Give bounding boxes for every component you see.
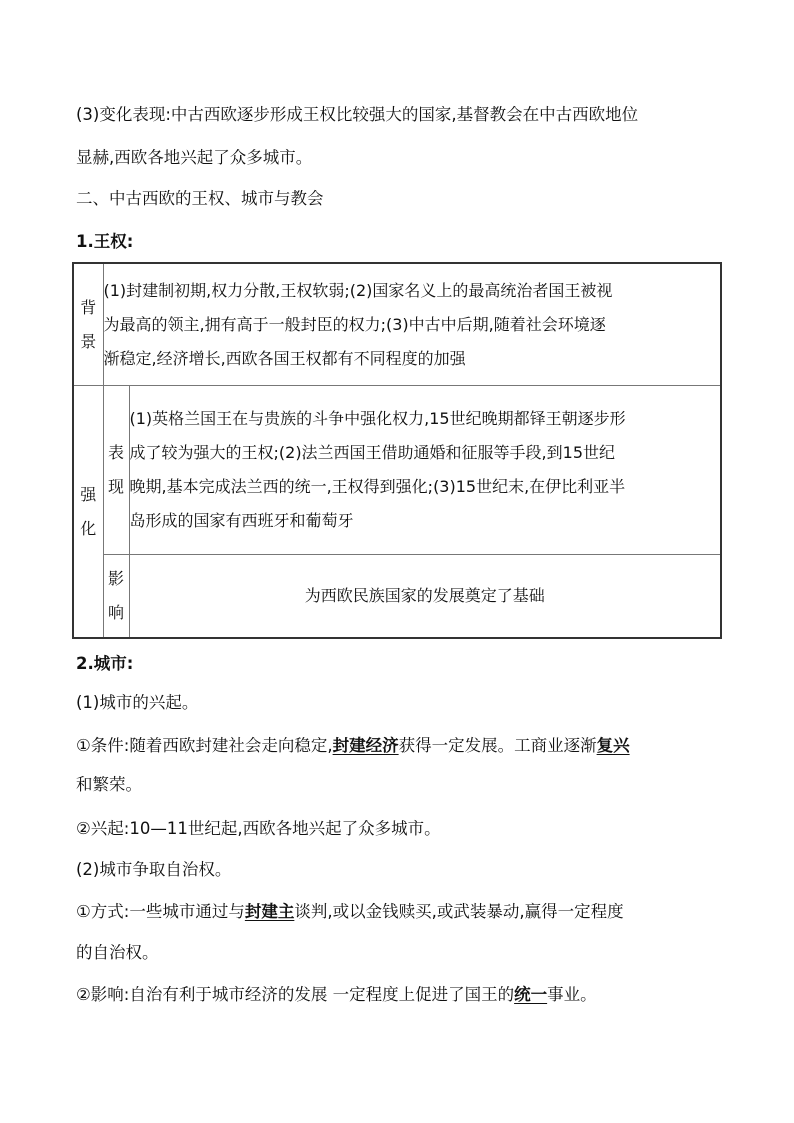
background-line-2: 为最高的领主,拥有高于一般封臣的权力;(3)中古中后期,随着社会环境逐 xyxy=(103,314,606,334)
manifest-row xyxy=(73,386,721,555)
keyword-feudal-lord: 封建主 xyxy=(244,902,295,921)
background-label-char-2: 景 xyxy=(80,331,97,351)
manifest-label xyxy=(103,386,129,555)
manifest-line-2: 成了较为强大的王权;(2)法兰西国王借助通婚和征服等手段,到15世纪 xyxy=(129,443,616,463)
background-content xyxy=(103,263,721,386)
strengthen-label-char-2: 化 xyxy=(80,518,97,538)
impact-content: 为西欧民族国家的发展奠定了基础 xyxy=(129,555,721,638)
background-label-char-1: 背 xyxy=(80,297,97,317)
method-line-2: 的自治权。 xyxy=(76,943,159,962)
effect-suffix: 事业。 xyxy=(547,985,597,1004)
kingship-table xyxy=(72,262,722,639)
background-line-1: (1)封建制初期,权力分散,王权软弱;(2)国家名义上的最高统治者国王被视 xyxy=(103,280,613,300)
manifest-content xyxy=(129,386,721,555)
method-line-1 xyxy=(76,901,726,923)
condition-line-1 xyxy=(76,735,726,757)
rise-heading: (1)城市的兴起。 xyxy=(76,693,199,712)
manifest-label-char-1: 表 xyxy=(107,443,124,463)
manifest-line-1: (1)英格兰国王在与贵族的斗争中强化权力,15世纪晚期都铎王朝逐步形 xyxy=(129,409,626,429)
section3-line-1: (3)变化表现:中古西欧逐步形成王权比较强大的国家,基督教会在中古西欧地位 xyxy=(76,105,639,124)
impact-label-char-2: 响 xyxy=(107,603,124,623)
strengthen-label-char-1: 强 xyxy=(80,484,97,504)
effect-line xyxy=(76,984,726,1006)
effect-prefix: ②影响:自治有利于城市经济的发展 一定程度上促进了国王的 xyxy=(76,985,515,1004)
keyword-feudal-economy: 封建经济 xyxy=(332,736,399,755)
manifest-line-4: 岛形成的国家有西班牙和葡萄牙 xyxy=(129,511,354,531)
background-row xyxy=(73,263,721,386)
condition-prefix: ①条件:随着西欧封建社会走向稳定, xyxy=(76,736,333,755)
rise-line: ②兴起:10—11世纪起,西欧各地兴起了众多城市。 xyxy=(76,819,441,838)
keyword-unification: 统一 xyxy=(514,985,548,1004)
impact-label-char-1: 影 xyxy=(107,569,124,589)
background-label xyxy=(73,263,103,386)
condition-line-2: 和繁荣。 xyxy=(76,775,142,794)
impact-row xyxy=(73,555,721,638)
manifest-label-char-2: 现 xyxy=(107,477,124,497)
section-heading: 二、中古西欧的王权、城市与教会 xyxy=(76,189,324,208)
background-line-3: 渐稳定,经济增长,西欧各国王权都有不同程度的加强 xyxy=(103,348,466,368)
strengthen-label xyxy=(73,386,103,638)
kingship-title: 1.王权: xyxy=(76,232,134,251)
method-suffix: 谈判,或以金钱赎买,或武装暴动,赢得一定程度 xyxy=(294,902,624,921)
autonomy-heading: (2)城市争取自治权。 xyxy=(76,860,232,879)
condition-middle: 获得一定发展。工商业逐渐 xyxy=(398,736,597,755)
section3-line-2: 显赫,西欧各地兴起了众多城市。 xyxy=(76,148,313,167)
method-prefix: ①方式:一些城市通过与 xyxy=(76,902,245,921)
impact-label xyxy=(103,555,129,638)
keyword-revival: 复兴 xyxy=(596,736,630,755)
cities-title: 2.城市: xyxy=(76,654,134,673)
manifest-line-3: 晚期,基本完成法兰西的统一,王权得到强化;(3)15世纪末,在伊比利亚半 xyxy=(129,477,626,497)
